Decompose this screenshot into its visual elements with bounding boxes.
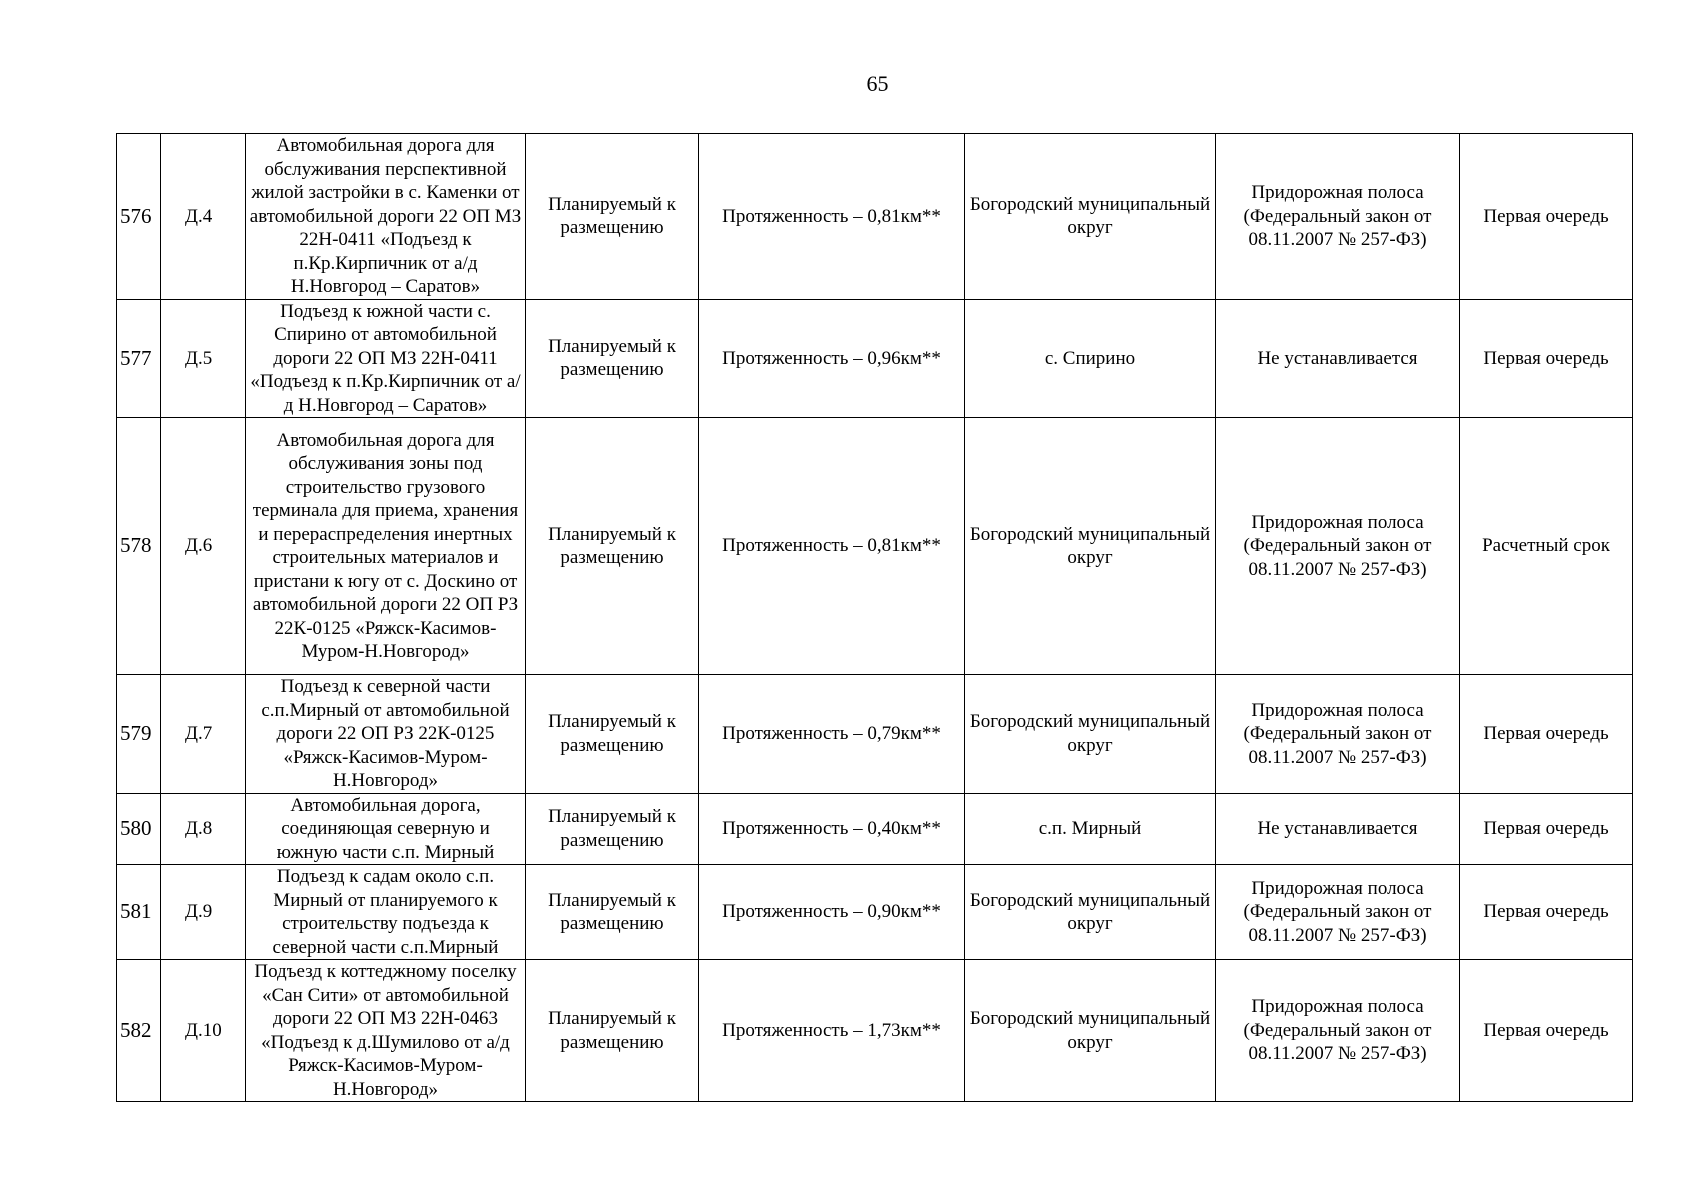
page-number: 65 (866, 71, 889, 96)
object-code: Д.10 (161, 960, 246, 1102)
object-name: Подъезд к северной части с.п.Мирный от автомобильной дороги 22 ОП РЗ 22К-0125 «Ряжск-Касимов-Муром-Н.Новгород» (246, 675, 526, 794)
object-name: Автомобильная дорога для обслуживания зоны под строительство грузового терминала для приема, хранения и перераспределения инертных строительных материалов и пристани к югу от с. Доскино от автомобильной дороги 22 ОП РЗ 22К-0125 «Ряжск-Касимов-Муром-Н.Новгород» (246, 418, 526, 675)
object-length: Протяженность – 0,81км** (699, 418, 965, 675)
object-length: Протяженность – 1,73км** (699, 960, 965, 1102)
table-row (117, 299, 1633, 418)
object-name: Автомобильная дорога для обслуживания перспективной жилой застройки в с. Каменки от автомобильной дороги 22 ОП МЗ 22Н-0411 «Подъезд к п.Кр.Кирпичник от а/д Н.Новгород – Саратов» (246, 134, 526, 300)
object-length: Протяженность – 0,40км** (699, 793, 965, 865)
object-location: Богородский муниципальный округ (965, 675, 1216, 794)
row-number: 582 (117, 960, 161, 1102)
row-number: 579 (117, 675, 161, 794)
objects-table (116, 133, 1633, 1102)
object-stage: Первая очередь (1460, 675, 1633, 794)
object-status: Планируемый к размещению (526, 960, 699, 1102)
object-length: Протяженность – 0,96км** (699, 299, 965, 418)
object-status: Планируемый к размещению (526, 675, 699, 794)
object-zone: Придорожная полоса (Федеральный закон от 08.11.2007 № 257-ФЗ) (1216, 134, 1460, 300)
object-stage: Первая очередь (1460, 793, 1633, 865)
object-stage: Первая очередь (1460, 865, 1633, 960)
object-zone: Не устанавливается (1216, 299, 1460, 418)
object-name: Подъезд к садам около с.п. Мирный от планируемого к строительству подъезда к северной части с.п.Мирный (246, 865, 526, 960)
object-status: Планируемый к размещению (526, 134, 699, 300)
row-number: 580 (117, 793, 161, 865)
row-number: 576 (117, 134, 161, 300)
object-zone: Придорожная полоса (Федеральный закон от 08.11.2007 № 257-ФЗ) (1216, 865, 1460, 960)
row-number: 577 (117, 299, 161, 418)
object-name: Подъезд к коттеджному поселку «Сан Сити» от автомобильной дороги 22 ОП МЗ 22Н-0463 «Подъезд к д.Шумилово от а/д Ряжск-Касимов-Муром-Н.Новгород» (246, 960, 526, 1102)
object-location: Богородский муниципальный округ (965, 960, 1216, 1102)
object-stage: Первая очередь (1460, 299, 1633, 418)
object-code: Д.5 (161, 299, 246, 418)
object-location: Богородский муниципальный округ (965, 134, 1216, 300)
object-length: Протяженность – 0,81км** (699, 134, 965, 300)
object-location: с. Спирино (965, 299, 1216, 418)
object-length: Протяженность – 0,90км** (699, 865, 965, 960)
table-row (117, 960, 1633, 1102)
object-location: Богородский муниципальный округ (965, 865, 1216, 960)
row-number: 578 (117, 418, 161, 675)
table-row (117, 793, 1633, 865)
object-zone: Придорожная полоса (Федеральный закон от 08.11.2007 № 257-ФЗ) (1216, 418, 1460, 675)
object-stage: Первая очередь (1460, 134, 1633, 300)
object-code: Д.7 (161, 675, 246, 794)
row-number: 581 (117, 865, 161, 960)
object-name: Автомобильная дорога, соединяющая северную и южную части с.п. Мирный (246, 793, 526, 865)
table-row (117, 865, 1633, 960)
object-code: Д.9 (161, 865, 246, 960)
object-zone: Придорожная полоса (Федеральный закон от 08.11.2007 № 257-ФЗ) (1216, 960, 1460, 1102)
object-location: Богородский муниципальный округ (965, 418, 1216, 675)
object-code: Д.8 (161, 793, 246, 865)
object-stage: Расчетный срок (1460, 418, 1633, 675)
object-status: Планируемый к размещению (526, 299, 699, 418)
object-code: Д.4 (161, 134, 246, 300)
object-location: с.п. Мирный (965, 793, 1216, 865)
object-zone: Придорожная полоса (Федеральный закон от 08.11.2007 № 257-ФЗ) (1216, 675, 1460, 794)
object-status: Планируемый к размещению (526, 865, 699, 960)
table-row (117, 675, 1633, 794)
object-status: Планируемый к размещению (526, 793, 699, 865)
object-status: Планируемый к размещению (526, 418, 699, 675)
table-row (117, 418, 1633, 675)
object-zone: Не устанавливается (1216, 793, 1460, 865)
object-stage: Первая очередь (1460, 960, 1633, 1102)
object-name: Подъезд к южной части с. Спирино от автомобильной дороги 22 ОП МЗ 22Н-0411 «Подъезд к п.Кр.Кирпичник от а/д Н.Новгород – Саратов» (246, 299, 526, 418)
object-code: Д.6 (161, 418, 246, 675)
object-length: Протяженность – 0,79км** (699, 675, 965, 794)
table-row (117, 134, 1633, 300)
